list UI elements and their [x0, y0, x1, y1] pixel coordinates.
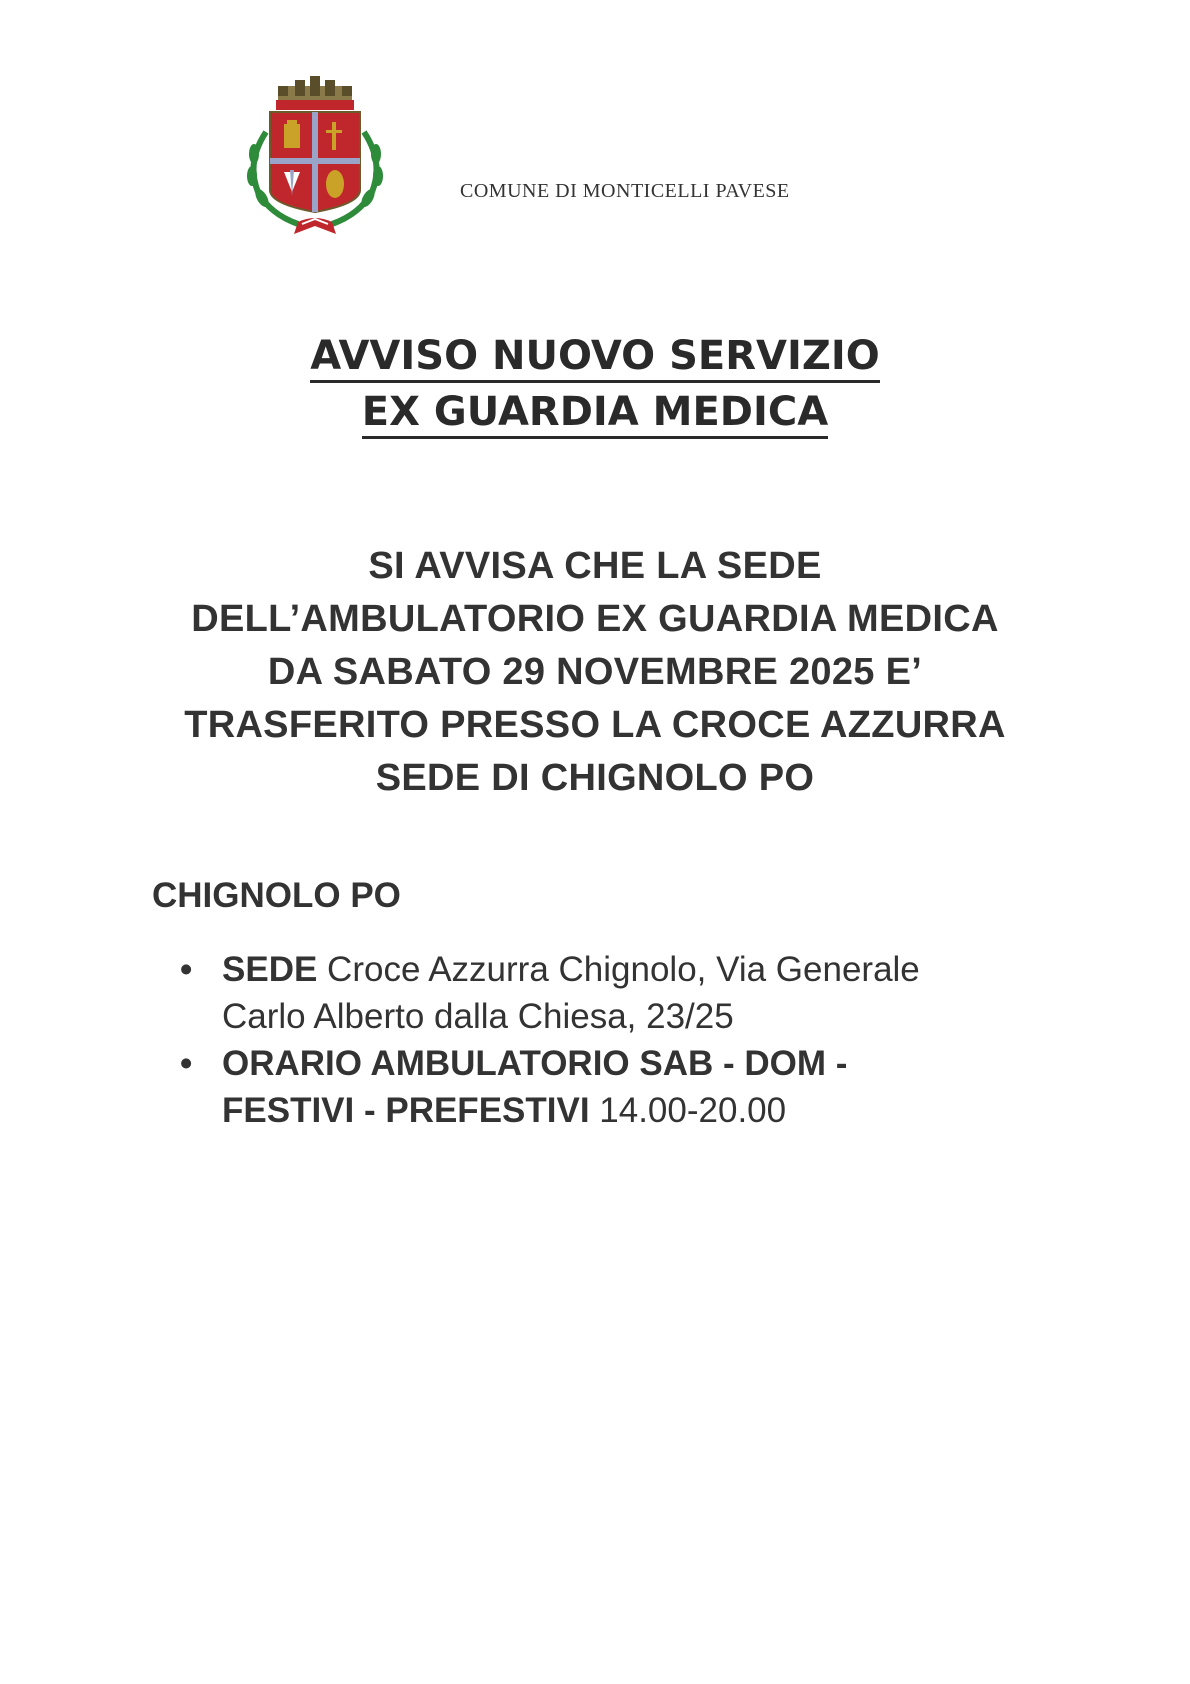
municipal-crest-logo	[240, 72, 390, 244]
details-list	[180, 946, 1040, 1134]
shield-icon	[270, 112, 360, 212]
notice-line: SEDE DI CHIGNOLO PO	[375, 757, 815, 799]
hours-label-line-1: ORARIO AMBULATORIO SAB - DOM -	[222, 1044, 848, 1083]
bullet-icon: •	[180, 1044, 193, 1083]
location-heading: CHIGNOLO PO	[152, 876, 401, 915]
title-line-1: AVVISO NUOVO SERVIZIO	[310, 333, 880, 383]
address-label: SEDE	[222, 950, 328, 989]
notice-text	[0, 540, 1190, 805]
municipality-name: COMUNE DI MONTICELLI PAVESE	[460, 180, 790, 202]
notice-line: DELL’AMBULATORIO EX GUARDIA MEDICA	[191, 598, 999, 640]
hours-label-line-2: FESTIVI - PREFESTIVI	[222, 1091, 600, 1130]
notice-line: DA SABATO 29 NOVEMBRE 2025 E’	[267, 651, 923, 693]
notice-line: TRASFERITO PRESSO LA CROCE AZZURRA	[184, 704, 1006, 746]
list-item-address	[180, 946, 1040, 1040]
address-text-line-2: Carlo Alberto dalla Chiesa, 23/25	[222, 997, 734, 1036]
notice-line: SI AVVISA CHE LA SEDE	[368, 545, 822, 587]
list-item-hours	[180, 1040, 1040, 1134]
address-text-line-1: Croce Azzurra Chignolo, Via Generale	[327, 950, 920, 989]
bullet-icon: •	[180, 950, 193, 989]
hours-value: 14.00-20.00	[599, 1091, 787, 1130]
title-line-2: EX GUARDIA MEDICA	[362, 389, 828, 439]
page-title	[0, 328, 1190, 440]
crown-icon	[276, 76, 354, 110]
